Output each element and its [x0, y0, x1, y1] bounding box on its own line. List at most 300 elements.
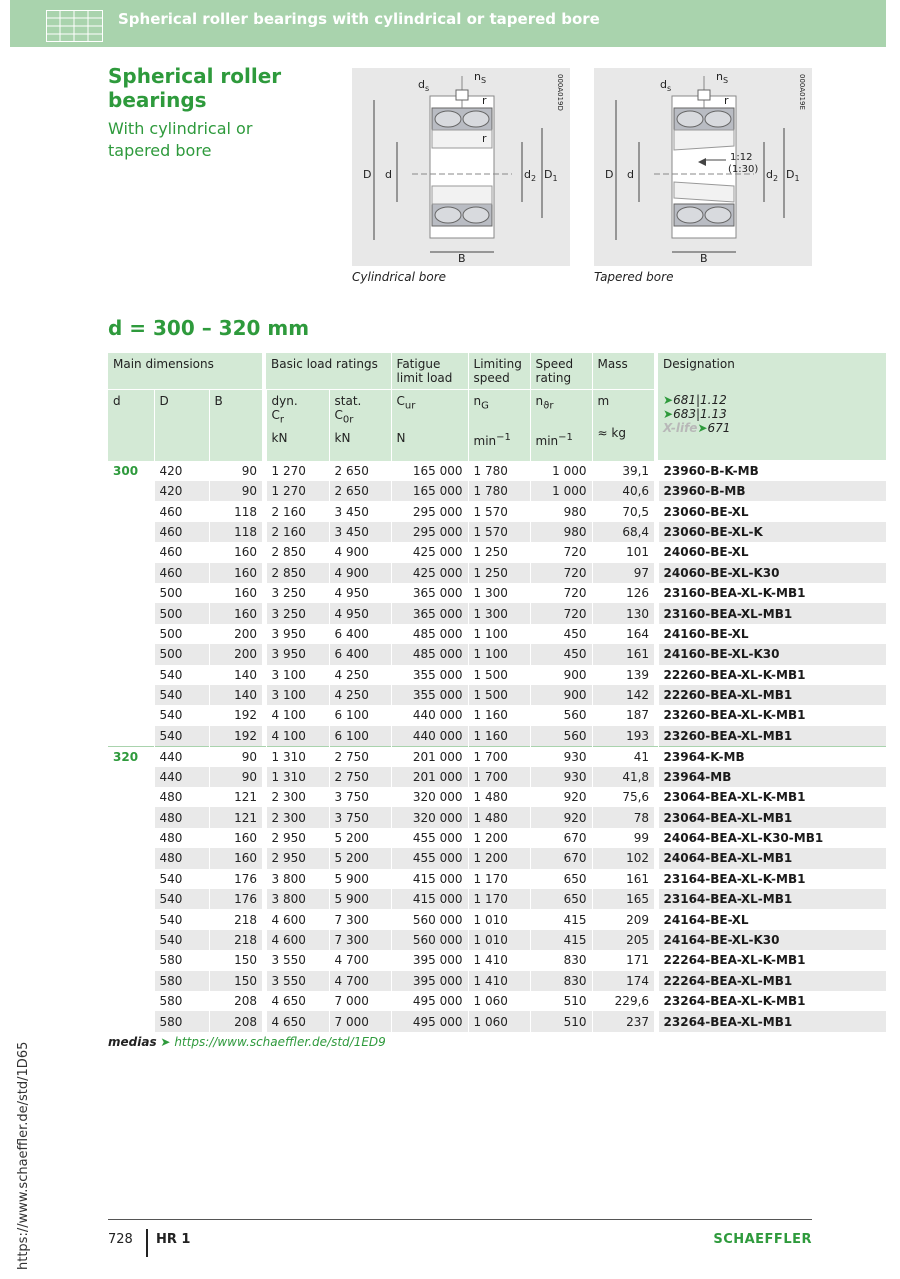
cell-ng: 1 250 — [468, 563, 530, 583]
footer-rule — [108, 1219, 812, 1220]
cell-D: 540 — [154, 685, 209, 705]
cell-cr: 1 270 — [266, 481, 329, 501]
cell-ng: 1 570 — [468, 501, 530, 521]
cell-cr: 4 100 — [266, 705, 329, 725]
table-row — [108, 889, 886, 909]
cell-B: 160 — [209, 563, 262, 583]
cell-designation: 23964-K-MB — [658, 746, 886, 767]
cell-nr: 980 — [530, 522, 592, 542]
cell-cr: 4 650 — [266, 1011, 329, 1031]
cell-d — [108, 542, 154, 562]
cell-c0r: 6 400 — [329, 624, 391, 644]
cell-c0r: 4 700 — [329, 971, 391, 991]
table-row — [108, 685, 886, 705]
label-ds: $d_s$ — [660, 78, 672, 93]
designation-ref-2: ➤683|1.13 — [663, 407, 727, 421]
table-row — [108, 869, 886, 889]
cell-nr: 830 — [530, 950, 592, 970]
cell-cur: 355 000 — [391, 665, 468, 685]
cell-D: 580 — [154, 971, 209, 991]
cell-mass: 41,8 — [592, 767, 654, 787]
arrow-icon: ➤ — [663, 407, 674, 421]
cell-cr: 4 600 — [266, 930, 329, 950]
cell-ng: 1 060 — [468, 991, 530, 1011]
cell-c0r: 4 950 — [329, 583, 391, 603]
cell-cur: 165 000 — [391, 461, 468, 482]
table-row — [108, 644, 886, 664]
cell-designation: 23064-BEA-XL-K-MB1 — [658, 787, 886, 807]
table-grid-icon — [46, 10, 103, 42]
cell-cr: 2 300 — [266, 807, 329, 827]
cell-B: 121 — [209, 807, 262, 827]
medias-link[interactable]: medias ➤ https://www.schaeffler.de/std/1ED9 — [108, 1035, 386, 1049]
cell-nr: 560 — [530, 726, 592, 747]
cell-cr: 2 300 — [266, 787, 329, 807]
cell-d — [108, 787, 154, 807]
cell-d — [108, 726, 154, 747]
col-ng: $n_G$ $\min^{-1}$ — [468, 390, 530, 461]
cell-d — [108, 767, 154, 787]
cell-B: 208 — [209, 991, 262, 1011]
arrow-icon: ➤ — [697, 421, 708, 435]
cell-ng: 1 060 — [468, 1011, 530, 1031]
cell-cr: 1 270 — [266, 461, 329, 482]
cell-D: 540 — [154, 705, 209, 725]
cell-designation: 23160-BEA-XL-K-MB1 — [658, 583, 886, 603]
cell-cr: 4 600 — [266, 909, 329, 929]
cell-mass: 171 — [592, 950, 654, 970]
cell-B: 118 — [209, 501, 262, 521]
cell-d — [108, 644, 154, 664]
cell-cur: 455 000 — [391, 828, 468, 848]
cell-D: 460 — [154, 542, 209, 562]
cell-cur: 485 000 — [391, 644, 468, 664]
cell-B: 160 — [209, 542, 262, 562]
cell-mass: 142 — [592, 685, 654, 705]
cell-ng: 1 410 — [468, 950, 530, 970]
cell-c0r: 7 300 — [329, 930, 391, 950]
cell-designation: 24060-BE-XL-K30 — [658, 563, 886, 583]
table-row — [108, 1011, 886, 1031]
table-row — [108, 583, 886, 603]
header-speed-rating: Speed rating — [530, 353, 592, 390]
cell-designation: 24160-BE-XL — [658, 624, 886, 644]
label-r2: r — [482, 132, 487, 145]
label-D1: $D_1$ — [786, 168, 800, 183]
table-row — [108, 828, 886, 848]
side-url[interactable]: https://www.schaeffler.de/std/1D65 — [16, 1041, 31, 1270]
cell-mass: 229,6 — [592, 991, 654, 1011]
label-ns: $n_S$ — [716, 70, 729, 85]
cell-mass: 161 — [592, 869, 654, 889]
col-B: B — [209, 390, 262, 461]
cell-cr: 4 100 — [266, 726, 329, 747]
cell-cur: 415 000 — [391, 869, 468, 889]
cell-designation: 23964-MB — [658, 767, 886, 787]
cell-c0r: 3 750 — [329, 787, 391, 807]
cell-designation: 23264-BEA-XL-MB1 — [658, 1011, 886, 1031]
cell-B: 160 — [209, 583, 262, 603]
cell-D: 460 — [154, 501, 209, 521]
cell-ng: 1 780 — [468, 481, 530, 501]
cell-c0r: 5 200 — [329, 828, 391, 848]
cell-cr: 3 950 — [266, 624, 329, 644]
cell-cur: 415 000 — [391, 889, 468, 909]
cell-cr: 2 950 — [266, 848, 329, 868]
cell-nr: 930 — [530, 767, 592, 787]
cell-cr: 3 950 — [266, 644, 329, 664]
label-D: D — [363, 168, 372, 181]
cell-D: 420 — [154, 461, 209, 482]
label-taper-1-30: (1:30) — [728, 164, 759, 175]
tapered-bore-caption: Tapered bore — [594, 270, 674, 284]
cell-designation: 23260-BEA-XL-MB1 — [658, 726, 886, 747]
label-D1: $D_1$ — [544, 168, 558, 183]
cell-d: 320 — [108, 746, 154, 767]
cell-designation: 23164-BEA-XL-MB1 — [658, 889, 886, 909]
cell-cur: 365 000 — [391, 583, 468, 603]
cell-cur: 560 000 — [391, 930, 468, 950]
label-r: r — [724, 94, 729, 107]
cell-mass: 130 — [592, 603, 654, 623]
cell-d — [108, 807, 154, 827]
cell-mass: 237 — [592, 1011, 654, 1031]
cell-D: 500 — [154, 583, 209, 603]
cell-cur: 440 000 — [391, 705, 468, 725]
cell-d — [108, 705, 154, 725]
cell-designation: 23060-BE-XL — [658, 501, 886, 521]
cell-c0r: 3 750 — [329, 807, 391, 827]
table-body — [108, 461, 886, 1032]
xlife-logo: X-life — [663, 421, 698, 435]
cell-B: 140 — [209, 665, 262, 685]
cell-c0r: 4 700 — [329, 950, 391, 970]
cell-B: 150 — [209, 950, 262, 970]
table-row — [108, 971, 886, 991]
cell-ng: 1 250 — [468, 542, 530, 562]
cell-d — [108, 971, 154, 991]
cell-nr: 920 — [530, 787, 592, 807]
cell-mass: 70,5 — [592, 501, 654, 521]
document-code: HR 1 — [156, 1232, 191, 1247]
cell-D: 540 — [154, 909, 209, 929]
drawing-code: 000A019E — [798, 74, 806, 110]
cell-cur: 395 000 — [391, 971, 468, 991]
cell-mass: 193 — [592, 726, 654, 747]
cell-d — [108, 828, 154, 848]
cell-cur: 165 000 — [391, 481, 468, 501]
drawing-code: 000A019D — [556, 74, 564, 111]
cell-D: 540 — [154, 726, 209, 747]
cell-d — [108, 522, 154, 542]
table-row — [108, 807, 886, 827]
cell-ng: 1 700 — [468, 767, 530, 787]
cell-ng: 1 410 — [468, 971, 530, 991]
cell-cr: 2 950 — [266, 828, 329, 848]
cell-ng: 1 700 — [468, 746, 530, 767]
cell-mass: 165 — [592, 889, 654, 909]
cell-cr: 1 310 — [266, 767, 329, 787]
cell-ng: 1 100 — [468, 624, 530, 644]
cell-cr: 1 310 — [266, 746, 329, 767]
cell-cur: 201 000 — [391, 746, 468, 767]
cell-nr: 980 — [530, 501, 592, 521]
cell-mass: 78 — [592, 807, 654, 827]
cell-mass: 75,6 — [592, 787, 654, 807]
cell-nr: 920 — [530, 807, 592, 827]
cell-mass: 39,1 — [592, 461, 654, 482]
cell-D: 540 — [154, 665, 209, 685]
cell-c0r: 2 750 — [329, 746, 391, 767]
cell-ng: 1 100 — [468, 644, 530, 664]
col-dyn-cr: dyn. $C_r$ kN — [266, 390, 329, 461]
header-basic-load-ratings: Basic load ratings — [266, 353, 391, 390]
cell-nr: 450 — [530, 644, 592, 664]
cell-cur: 440 000 — [391, 726, 468, 747]
label-d: d — [385, 168, 392, 181]
header-designation: Designation ➤681|1.12 ➤683|1.13 X-life➤671 — [658, 353, 886, 461]
cell-d — [108, 563, 154, 583]
cell-mass: 102 — [592, 848, 654, 868]
col-d: d — [108, 390, 154, 461]
cell-cr: 3 100 — [266, 685, 329, 705]
cell-mass: 161 — [592, 644, 654, 664]
label-B: B — [700, 252, 708, 265]
cell-d — [108, 685, 154, 705]
label-ds: $d_s$ — [418, 78, 430, 93]
table-row — [108, 522, 886, 542]
label-D: D — [605, 168, 614, 181]
cell-cur: 455 000 — [391, 848, 468, 868]
cell-designation: 23264-BEA-XL-K-MB1 — [658, 991, 886, 1011]
cell-nr: 1 000 — [530, 461, 592, 482]
cell-cr: 3 100 — [266, 665, 329, 685]
label-taper-1-12: 1:12 — [730, 152, 753, 163]
cell-D: 480 — [154, 787, 209, 807]
table-row — [108, 501, 886, 521]
cell-D: 540 — [154, 889, 209, 909]
cell-c0r: 7 300 — [329, 909, 391, 929]
cell-B: 160 — [209, 828, 262, 848]
cell-nr: 930 — [530, 746, 592, 767]
cell-d: 300 — [108, 461, 154, 482]
cell-cur: 295 000 — [391, 522, 468, 542]
cell-D: 500 — [154, 603, 209, 623]
col-cur: $C_{ur}$ N — [391, 390, 468, 461]
header-limiting-speed: Limiting speed — [468, 353, 530, 390]
cell-designation: 24160-BE-XL-K30 — [658, 644, 886, 664]
page-subtitle: With cylindrical or tapered bore — [108, 119, 253, 160]
cell-D: 580 — [154, 991, 209, 1011]
cell-cur: 560 000 — [391, 909, 468, 929]
cell-c0r: 2 750 — [329, 767, 391, 787]
cell-d — [108, 848, 154, 868]
cell-designation: 22260-BEA-XL-MB1 — [658, 685, 886, 705]
cell-B: 218 — [209, 909, 262, 929]
cell-ng: 1 200 — [468, 848, 530, 868]
cell-c0r: 4 250 — [329, 665, 391, 685]
cell-mass: 97 — [592, 563, 654, 583]
cell-c0r: 7 000 — [329, 1011, 391, 1031]
header-main-dimensions: Main dimensions — [108, 353, 262, 390]
cell-D: 480 — [154, 828, 209, 848]
table-row — [108, 705, 886, 725]
cell-mass: 126 — [592, 583, 654, 603]
cell-mass: 209 — [592, 909, 654, 929]
cell-designation: 24060-BE-XL — [658, 542, 886, 562]
cell-designation: 23064-BEA-XL-MB1 — [658, 807, 886, 827]
cell-D: 580 — [154, 1011, 209, 1031]
cell-cur: 320 000 — [391, 807, 468, 827]
cell-ng: 1 480 — [468, 807, 530, 827]
cell-D: 460 — [154, 563, 209, 583]
cell-B: 160 — [209, 603, 262, 623]
cell-designation: 24064-BEA-XL-MB1 — [658, 848, 886, 868]
designation-ref-xlife: X-life➤671 — [663, 421, 731, 435]
top-header-bar — [10, 0, 886, 47]
cell-ng: 1 570 — [468, 522, 530, 542]
table-row — [108, 603, 886, 623]
cell-designation: 22264-BEA-XL-MB1 — [658, 971, 886, 991]
cell-D: 480 — [154, 848, 209, 868]
cell-ng: 1 010 — [468, 909, 530, 929]
cell-c0r: 4 250 — [329, 685, 391, 705]
cell-cr: 2 850 — [266, 542, 329, 562]
cell-nr: 900 — [530, 685, 592, 705]
label-d: d — [627, 168, 634, 181]
cell-mass: 164 — [592, 624, 654, 644]
cell-nr: 720 — [530, 563, 592, 583]
cell-B: 160 — [209, 848, 262, 868]
cell-B: 90 — [209, 461, 262, 482]
table-row — [108, 726, 886, 747]
col-nr: $n_{ϑr}$ $\min^{-1}$ — [530, 390, 592, 461]
cell-mass: 174 — [592, 971, 654, 991]
cell-c0r: 3 450 — [329, 501, 391, 521]
cell-B: 200 — [209, 644, 262, 664]
cell-mass: 41 — [592, 746, 654, 767]
cell-cur: 355 000 — [391, 685, 468, 705]
cell-d — [108, 481, 154, 501]
cell-ng: 1 010 — [468, 930, 530, 950]
cell-d — [108, 950, 154, 970]
cell-cur: 320 000 — [391, 787, 468, 807]
cell-designation: 23164-BEA-XL-K-MB1 — [658, 869, 886, 889]
table-row — [108, 909, 886, 929]
tapered-bore-drawing — [594, 68, 812, 266]
table-row — [108, 481, 886, 501]
cell-cur: 495 000 — [391, 991, 468, 1011]
cell-cr: 3 800 — [266, 869, 329, 889]
label-d2: $d_2$ — [524, 168, 537, 183]
cell-ng: 1 160 — [468, 726, 530, 747]
cell-c0r: 6 100 — [329, 726, 391, 747]
cell-nr: 450 — [530, 624, 592, 644]
cell-B: 121 — [209, 787, 262, 807]
cell-cr: 3 550 — [266, 950, 329, 970]
cell-designation: 23160-BEA-XL-MB1 — [658, 603, 886, 623]
cell-nr: 670 — [530, 828, 592, 848]
cell-d — [108, 1011, 154, 1031]
cell-designation: 24164-BE-XL — [658, 909, 886, 929]
cell-B: 176 — [209, 869, 262, 889]
cell-designation: 22264-BEA-XL-K-MB1 — [658, 950, 886, 970]
cell-ng: 1 170 — [468, 889, 530, 909]
table-row — [108, 665, 886, 685]
cell-c0r: 4 950 — [329, 603, 391, 623]
cell-d — [108, 665, 154, 685]
cell-B: 192 — [209, 726, 262, 747]
col-stat-c0r: stat. $C_{0r}$ kN — [329, 390, 391, 461]
cell-nr: 720 — [530, 542, 592, 562]
cell-cr: 2 160 — [266, 522, 329, 542]
cell-nr: 1 000 — [530, 481, 592, 501]
cell-ng: 1 500 — [468, 685, 530, 705]
cell-ng: 1 200 — [468, 828, 530, 848]
table-row — [108, 542, 886, 562]
cell-d — [108, 624, 154, 644]
cell-mass: 40,6 — [592, 481, 654, 501]
cell-cur: 295 000 — [391, 501, 468, 521]
cell-designation: 23260-BEA-XL-K-MB1 — [658, 705, 886, 725]
cell-B: 90 — [209, 746, 262, 767]
cell-cur: 425 000 — [391, 563, 468, 583]
cell-D: 420 — [154, 481, 209, 501]
cell-nr: 720 — [530, 603, 592, 623]
table-row — [108, 930, 886, 950]
cell-ng: 1 780 — [468, 461, 530, 482]
cell-c0r: 5 200 — [329, 848, 391, 868]
cell-designation: 23060-BE-XL-K — [658, 522, 886, 542]
cell-designation: 22260-BEA-XL-K-MB1 — [658, 665, 886, 685]
cell-mass: 139 — [592, 665, 654, 685]
cell-B: 176 — [209, 889, 262, 909]
header-title: Spherical roller bearings with cylindrical or tapered bore — [118, 10, 600, 28]
label-B: B — [458, 252, 466, 265]
label-ns: $n_S$ — [474, 70, 487, 85]
footer-divider — [146, 1229, 148, 1257]
cell-cur: 201 000 — [391, 767, 468, 787]
cell-c0r: 6 400 — [329, 644, 391, 664]
cell-designation: 23960-B-MB — [658, 481, 886, 501]
cell-d — [108, 501, 154, 521]
cell-d — [108, 889, 154, 909]
cell-D: 500 — [154, 644, 209, 664]
cell-d — [108, 603, 154, 623]
table-row — [108, 767, 886, 787]
cell-d — [108, 869, 154, 889]
cell-designation: 23960-B-K-MB — [658, 461, 886, 482]
cell-ng: 1 160 — [468, 705, 530, 725]
cell-nr: 720 — [530, 583, 592, 603]
cell-D: 460 — [154, 522, 209, 542]
cell-d — [108, 991, 154, 1011]
cell-c0r: 2 650 — [329, 461, 391, 482]
cell-cur: 425 000 — [391, 542, 468, 562]
page-number: 728 — [108, 1232, 133, 1247]
cylindrical-bore-caption: Cylindrical bore — [352, 270, 447, 284]
cell-c0r: 3 450 — [329, 522, 391, 542]
cell-nr: 510 — [530, 991, 592, 1011]
arrow-icon: ➤ — [160, 1035, 171, 1049]
cell-D: 540 — [154, 930, 209, 950]
cell-mass: 187 — [592, 705, 654, 725]
cell-c0r: 5 900 — [329, 889, 391, 909]
header-fatigue-limit-load: Fatigue limit load — [391, 353, 468, 390]
table-row — [108, 991, 886, 1011]
cell-nr: 650 — [530, 869, 592, 889]
cell-B: 218 — [209, 930, 262, 950]
